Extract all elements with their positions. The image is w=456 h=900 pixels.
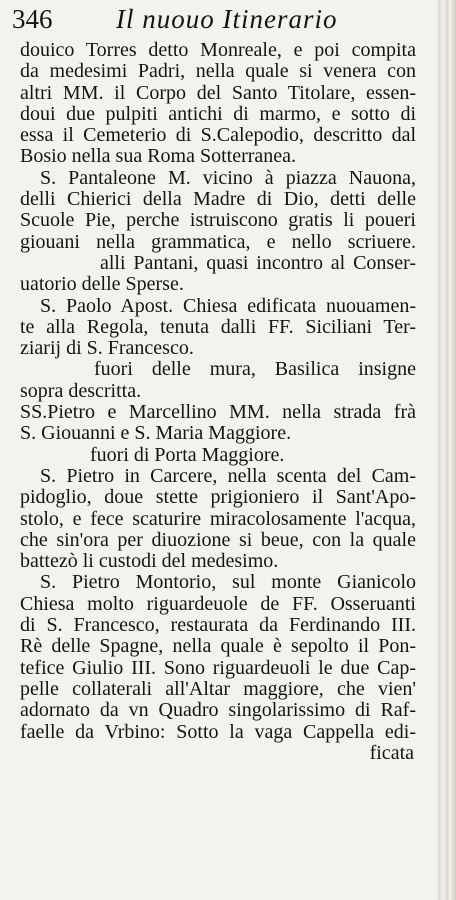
text-line: essa il Cemeterio di S.Calepodio, descritto dal <box>20 124 416 147</box>
text-line: Bosio nella sua Roma Sotterranea. <box>20 145 297 168</box>
entry-heading-line: S. Pietro in Carcere, nella scenta del Cam- <box>40 464 416 487</box>
entry-heading-line: S. Pantaleone M. vicino à piazza Nauona, <box>40 166 416 189</box>
text-line: che sin'ora per diuozione si beue, con la quale <box>20 528 416 551</box>
page-number: 346 <box>12 4 53 34</box>
entry-heading-line: SS.Pietro e Marcellino MM. nella strada frà <box>20 401 416 424</box>
text-line: te alla Regola, tenuta dalli FF. Siciliani Ter- <box>20 315 416 338</box>
page-edge <box>438 0 456 900</box>
entry-heading-line: fuori di Porta Maggiore. <box>90 443 285 466</box>
text-line: di S. Francesco, restaurata da Ferdinando III. <box>20 614 416 637</box>
text-line: douico Torres detto Monreale, e poi compita <box>20 39 416 61</box>
text-line: altri MM. il Corpo del Santo Titolare, essen- <box>20 81 416 104</box>
text-line: faelle da Vrbino: Sotto la vaga Cappella edi- <box>20 720 416 743</box>
text-line: tefice Giulio III. Sono riguardeuoli le due Cap- <box>20 656 416 679</box>
text-line: pelle collaterali all'Altar maggiore, che vien' <box>20 677 416 700</box>
running-title: Il nuouo Itinerario <box>116 4 338 34</box>
text-line: Rè delle Spagne, nella quale è sepolto il Pon- <box>20 635 416 658</box>
body-text <box>20 40 416 764</box>
page-header <box>12 2 422 36</box>
text-line: stolo, e fece scaturire miracolosamente l'acqua, <box>20 507 416 530</box>
text-line: doui due pulpiti antichi di marmo, e sotto di <box>20 102 416 125</box>
text-line: ziarij di S. Francesco. <box>20 337 194 360</box>
text-line: Scuole Pie, perche istruiscono gratis li poueri <box>20 209 416 232</box>
text-line: battezò li custodi del medesimo. <box>20 550 279 573</box>
text-line: giouani nella grammatica, e nello scriuere. <box>20 230 416 253</box>
entry-heading-line: alli Pantani, quasi incontro al Conser- <box>100 251 416 274</box>
text-line: Chiesa molto riguardeuole de FF. Osseruanti <box>20 592 416 615</box>
text-line: sopra descritta. <box>20 379 142 402</box>
text-line: adornato da vn Quadro singolarissimo di Raf- <box>20 699 416 722</box>
text-line: pidoglio, doue stette prigioniero il Sant'Apo- <box>20 486 416 509</box>
catchword: ficata <box>369 741 414 764</box>
text-line: S. Giouanni e S. Maria Maggiore. <box>20 422 292 445</box>
text-line: uatorio delle Sperse. <box>20 273 184 296</box>
entry-heading-line: S. Paolo Apost. Chiesa edificata nuouamen- <box>40 294 416 317</box>
text-line: da medesimi Padri, nella quale si venera con <box>20 60 416 83</box>
entry-heading-line: S. Pietro Montorio, sul monte Gianicolo <box>40 571 416 594</box>
text-line: delli Chierici della Madre di Dio, detti delle <box>20 188 416 211</box>
entry-heading-line: fuori delle mura, Basilica insigne <box>94 358 416 381</box>
